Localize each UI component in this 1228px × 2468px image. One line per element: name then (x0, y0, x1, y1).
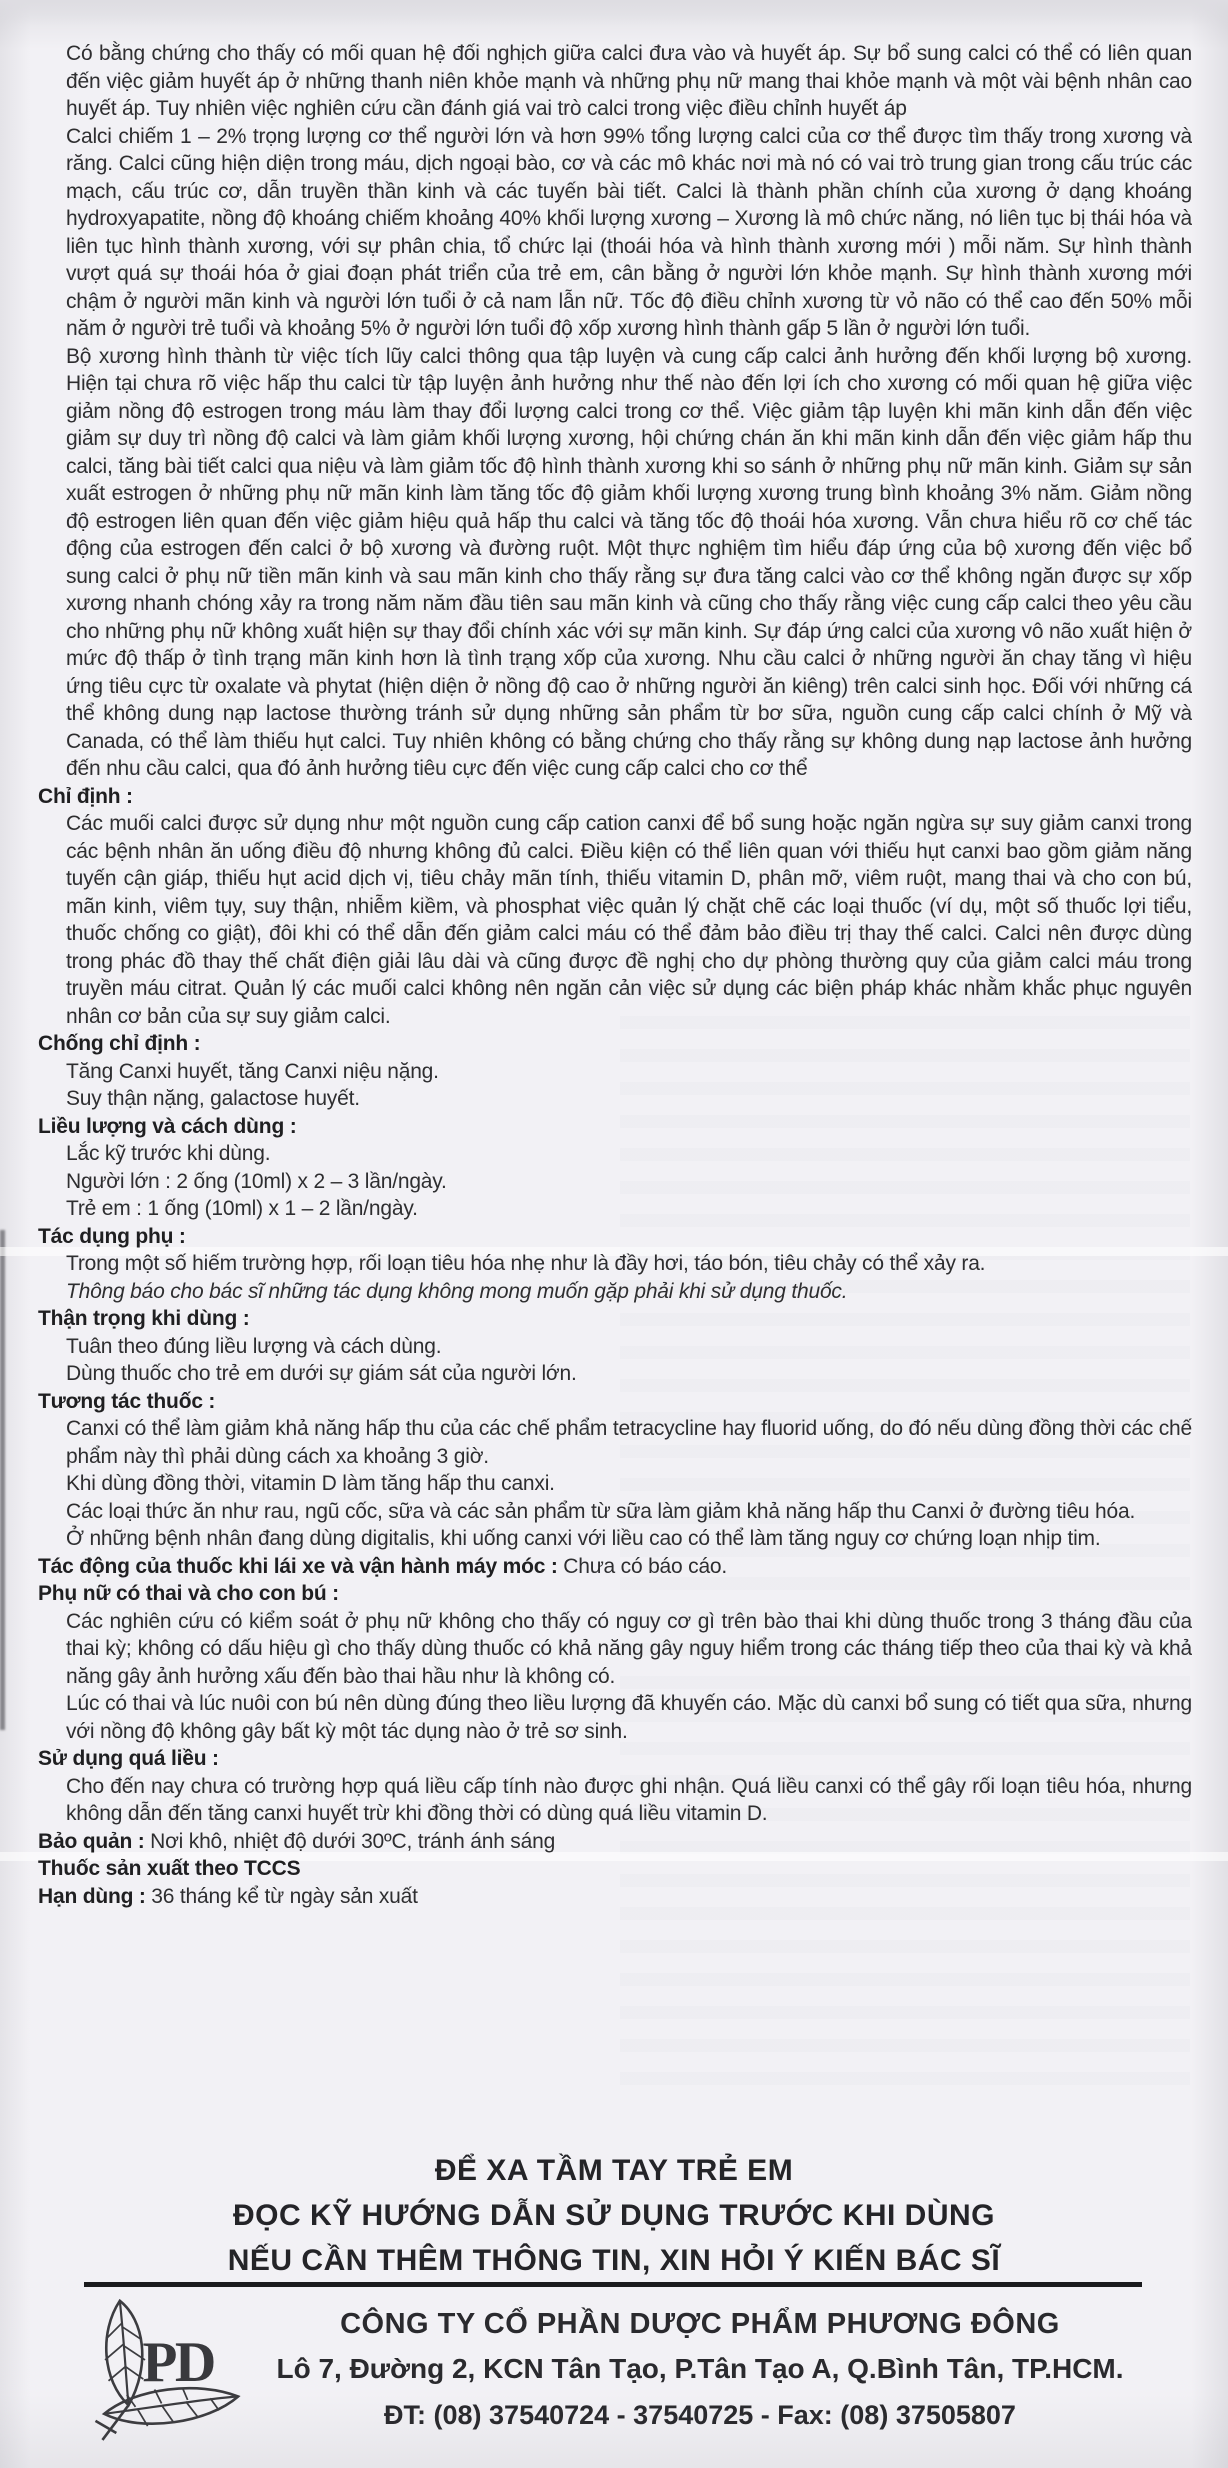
dosage-children: Trẻ em : 1 ống (10ml) x 1 – 2 lần/ngày. (66, 1197, 418, 1220)
interaction-vitamin-d: Khi dùng đồng thời, vitamin D làm tăng hấp thu canxi. (66, 1472, 555, 1495)
precaution-children-supervision: Dùng thuốc cho trẻ em dưới sự giám sát của người lớn. (66, 1362, 577, 1385)
side-effects-paragraph: Trong một số hiếm trường hợp, rối loạn tiêu hóa nhẹ như là đầy hơi, táo bón, tiêu chảy có thể xảy ra. (66, 1252, 986, 1275)
calcium-body-composition-paragraph: Calci chiếm 1 – 2% trọng lượng cơ thể người lớn và hơn 99% tổng lượng calci của cơ thể được tìm thấy trong xương và răng. Calci cũng hiện diện trong máu, dịch ngoại bào, cơ và các mô khác nơi mà nó có vai trò trung gian trong cấu trúc các mạch, cấu trúc cơ, dẫn truyền thần kinh và các tuyến bài tiết. Calci là thành phần chính của xương ở dạng khoáng hydroxyapatite, nồng độ khoáng chiếm khoảng 40% khối lượng xương – Xương là mô chức năng, nó liên tục bị thái hóa và liên tục hình thành xương, với sự phân chia, tổ chức lại (thoái hóa và hình thành xương mới ) mỗi năm. Sự hình thành vượt quá sự thoái hóa ở giai đoạn phát triển của trẻ em, cân bằng ở người lớn khỏe mạnh. Sự hình thành xương mới chậm ở người mãn kinh và người lớn tuổi ở cả nam lẫn nữ. Tốc độ điều chỉnh xương từ vỏ não có thể cao đến 50% mỗi năm ở người trẻ tuổi và khoảng 5% ở người lớn tuổi độ xốp xương hình thành gấp 5 lần ở người lớn tuổi. (66, 124, 1192, 340)
warning-line-keep-away: ĐỂ XA TẦM TAY TRẺ EM (434, 2154, 794, 2187)
precaution-follow-dosage: Tuân theo đúng liều lượng và cách dùng. (66, 1334, 442, 1358)
divider-rule (84, 2282, 1142, 2287)
contraindication-hypercalcemia: Tăng Canxi huyết, tăng Canxi niệu nặng. (66, 1059, 439, 1083)
pregnancy-paragraph-2: Lúc có thai và lúc nuôi con bú nên dùng đúng theo liều lượng đã khuyến cáo. Mặc dù canxi bổ sung có tiết qua sữa, nhưng với nồng độ không gây bất kỳ một tác dụng nào ở trẻ sơ sinh. (66, 1692, 1192, 1743)
warning-block (0, 2148, 1228, 2283)
leaf-icon (105, 2301, 145, 2405)
dosage-heading: Liều lượng và cách dùng : (38, 1114, 297, 1138)
footer (210, 2302, 1190, 2438)
dosage-shake-instruction: Lắc kỹ trước khi dùng. (66, 1142, 271, 1165)
interactions-heading: Tương tác thuốc : (38, 1389, 216, 1413)
contraindication-renal-failure: Suy thận nặng, galactose huyết. (66, 1087, 360, 1110)
precautions-heading: Thận trọng khi dùng : (38, 1307, 250, 1330)
warning-line-read-instructions: ĐỌC KỸ HƯỚNG DẪN SỬ DỤNG TRƯỚC KHI DÙNG (232, 2199, 995, 2232)
manufacturing-standard-line: Thuốc sản xuất theo TCCS (38, 1857, 301, 1880)
company-phone-fax: ĐT: (08) 37540724 - 37540725 - Fax: (08) 37505807 (384, 2400, 1016, 2430)
interaction-food: Các loại thức ăn như rau, ngũ cốc, sữa và các sản phẩm từ sữa làm giảm khả năng hấp thu Canxi ở đường tiêu hóa. (66, 1499, 1136, 1523)
storage-line: Bảo quản : Nơi khô, nhiệt độ dưới 30ºC, tránh ánh sáng (38, 1829, 556, 1853)
shelf-life-line: Hạn dùng : 36 tháng kể từ ngày sản xuất (38, 1884, 418, 1908)
contraindications-heading: Chống chỉ định : (38, 1032, 201, 1055)
document-body (38, 40, 1192, 2140)
overdose-paragraph: Cho đến nay chưa có trường hợp quá liều cấp tính nào được ghi nhận. Quá liều canxi có thể gây rối loạn tiêu hóa, nhưng không dẫn đến tăng canxi huyết trừ khi đồng thời có dùng quá liều vitamin D. (66, 1774, 1192, 1825)
overdose-heading: Sử dụng quá liều : (38, 1747, 219, 1770)
side-effects-heading: Tác dụng phụ : (38, 1224, 186, 1248)
side-effects-doctor-note: Thông báo cho bác sĩ những tác dụng không mong muốn gặp phải khi sử dụng thuốc. (66, 1279, 848, 1303)
scan-edge-artifact (0, 0, 1228, 26)
dosage-adult: Người lớn : 2 ống (10ml) x 2 – 3 lần/ngày. (66, 1169, 447, 1193)
warning-line-ask-doctor: NẾU CẦN THÊM THÔNG TIN, XIN HỎI Ý KIẾN BÁC SĨ (227, 2244, 1001, 2277)
left-edge-scan-shadow (0, 1230, 5, 1730)
interaction-digitalis: Ở những bệnh nhân đang dùng digitalis, khi uống canxi với liều cao có thể làm tăng nguy cơ chứng loạn nhịp tim. (66, 1527, 1101, 1550)
company-name: CÔNG TY CỔ PHẦN DƯỢC PHẨM PHƯƠNG ĐÔNG (340, 2308, 1060, 2340)
indications-paragraph: Các muối calci được sử dụng như một nguồn cung cấp cation canxi để bổ sung hoặc ngăn ngừa sự suy giảm canxi trong các bệnh nhân ăn uống điều độ nhưng không đủ calci. Điều kiện có thể liên quan với thiếu hụt canxi bao gồm giảm năng tuyến cận giáp, thiếu hụt acid dịch vị, tiêu chảy mãn tính, thiếu vitamin D, phân mỡ, viêm ruột, mang thai và cho con bú, mãn kinh, viêm tụy, suy thận, nhiễm kiềm, và phosphat việc quản lý chặt chẽ các loại thuốc (ví dụ, một số thuốc lợi tiểu, thuốc chống co giật), đôi khi có thể dẫn đến giảm calci máu có thể đảm bảo điều trị thay thế calci. Calci nên được dùng trong phác đồ thay thế chất điện giải lâu dài và cũng được đề nghị cho dự phòng thường quy của giảm calci máu trong truyền máu citrat. Quản lý các muối calci không nên ngăn cản việc sử dụng các biện pháp khác nhằm khắc phục nguyên nhân cơ bản của sự suy giảm calci. (66, 812, 1192, 1028)
intro-blood-pressure-paragraph: Có bằng chứng cho thấy có mối quan hệ đối nghịch giữa calci đưa vào và huyết áp. Sự bổ sung calci có thể có liên quan đến việc giảm huyết áp ở những thanh niên khỏe mạnh và những phụ nữ mang thai khỏe mạnh và một vài bệnh nhân cao huyết áp. Tuy nhiên việc nghiên cứu cần đánh giá vai trò calci trong việc điều chỉnh huyết áp (66, 42, 1192, 120)
driving-machinery-line: Tác động của thuốc khi lái xe và vận hành máy móc : Chưa có báo cáo. (38, 1554, 728, 1578)
pd-monogram: PD (142, 2330, 214, 2394)
company-address: Lô 7, Đường 2, KCN Tân Tạo, P.Tân Tạo A, Q.Bình Tân, TP.HCM. (276, 2353, 1124, 2384)
pregnancy-paragraph-1: Các nghiên cứu có kiểm soát ở phụ nữ không cho thấy có nguy cơ gì trên bào thai khi dùng thuốc trong 3 tháng đầu của thai kỳ; không có dấu hiệu gì cho thấy dùng thuốc có khả năng gây nguy hiểm trong các tháng tiếp theo của thai kỳ và khả năng gây ảnh hưởng xấu đến bào thai hầu như là không có. (66, 1609, 1192, 1688)
bone-mass-estrogen-paragraph: Bộ xương hình thành từ việc tích lũy calci thông qua tập luyện và cung cấp calci ảnh hưởng đến khối lượng bộ xương. Hiện tại chưa rõ việc hấp thu calci từ tập luyện ảnh hưởng như thế nào đến lợi ích cho xương có mối quan hệ giữa việc giảm nồng độ estrogen trong máu làm thay đổi lượng calci trong cơ thể. Việc giảm tập luyện khi mãn kinh dẫn đến việc giảm sự duy trì nồng độ calci và làm giảm khối lượng xương, hội chứng chán ăn khi mãn kinh dẫn đến việc giảm hấp thu calci, tăng bài tiết calci qua niệu và làm giảm tốc độ hình thành xương khi so sánh ở những phụ nữ mãn kinh. Giảm sự sản xuất estrogen ở những phụ nữ mãn kinh làm tăng tốc độ giảm khối lượng xương trung bình khoảng 3% năm. Giảm nồng độ estrogen liên quan đến việc giảm hiệu quả hấp thu calci và tăng tốc độ thoái hóa xương. Vẫn chưa hiểu rõ cơ chế tác động của estrogen đến calci ở bộ xương và đường ruột. Một thực nghiệm tìm hiểu đáp ứng của bộ xương đến việc bổ sung calci ở phụ nữ tiền mãn kinh và sau mãn kinh cho thấy rằng sự đưa tăng calci vào cơ thể không ngăn được sự xốp xương nhanh chóng xảy ra trong năm năm đầu tiên sau mãn kinh và cũng cho thấy rằng việc cung cấp calci theo yêu cầu cho những phụ nữ không xuất hiện sự thay đổi chính xác với sự mãn kinh. Sự đáp ứng calci của xương vô não xuất hiện ở mức độ thấp ở tình trạng mãn kinh hơn là tình trạng xốp của xương. Nhu cầu calci ở những người ăn chay tăng vì hiệu ứng tiêu cực từ oxalate và phytat (hiện diện ở nồng độ cao ở những người ăn kiêng) trên calci sinh học. Đối với những cá thể không dung nạp lactose thường tránh sử dụng những sản phẩm từ bơ sữa, nguồn cung cấp calci chính ở Mỹ và Canada, có thể làm thiếu hụt calci. Tuy nhiên không có bằng chứng cho thấy rằng sự không dung nạp lactose ảnh hưởng đến nhu cầu calci, qua đó ảnh hưởng tiêu cực đến việc cung cấp calci cho cơ thể (66, 344, 1192, 780)
interaction-tetracycline: Canxi có thể làm giảm khả năng hấp thu của các chế phẩm tetracycline hay fluorid uống, do đó nếu dùng đồng thời các chế phẩm này thì phải dùng cách xa khoảng 3 giờ. (66, 1417, 1192, 1468)
indications-heading: Chỉ định : (38, 784, 133, 808)
pregnancy-lactation-heading: Phụ nữ có thai và cho con bú : (38, 1582, 339, 1605)
